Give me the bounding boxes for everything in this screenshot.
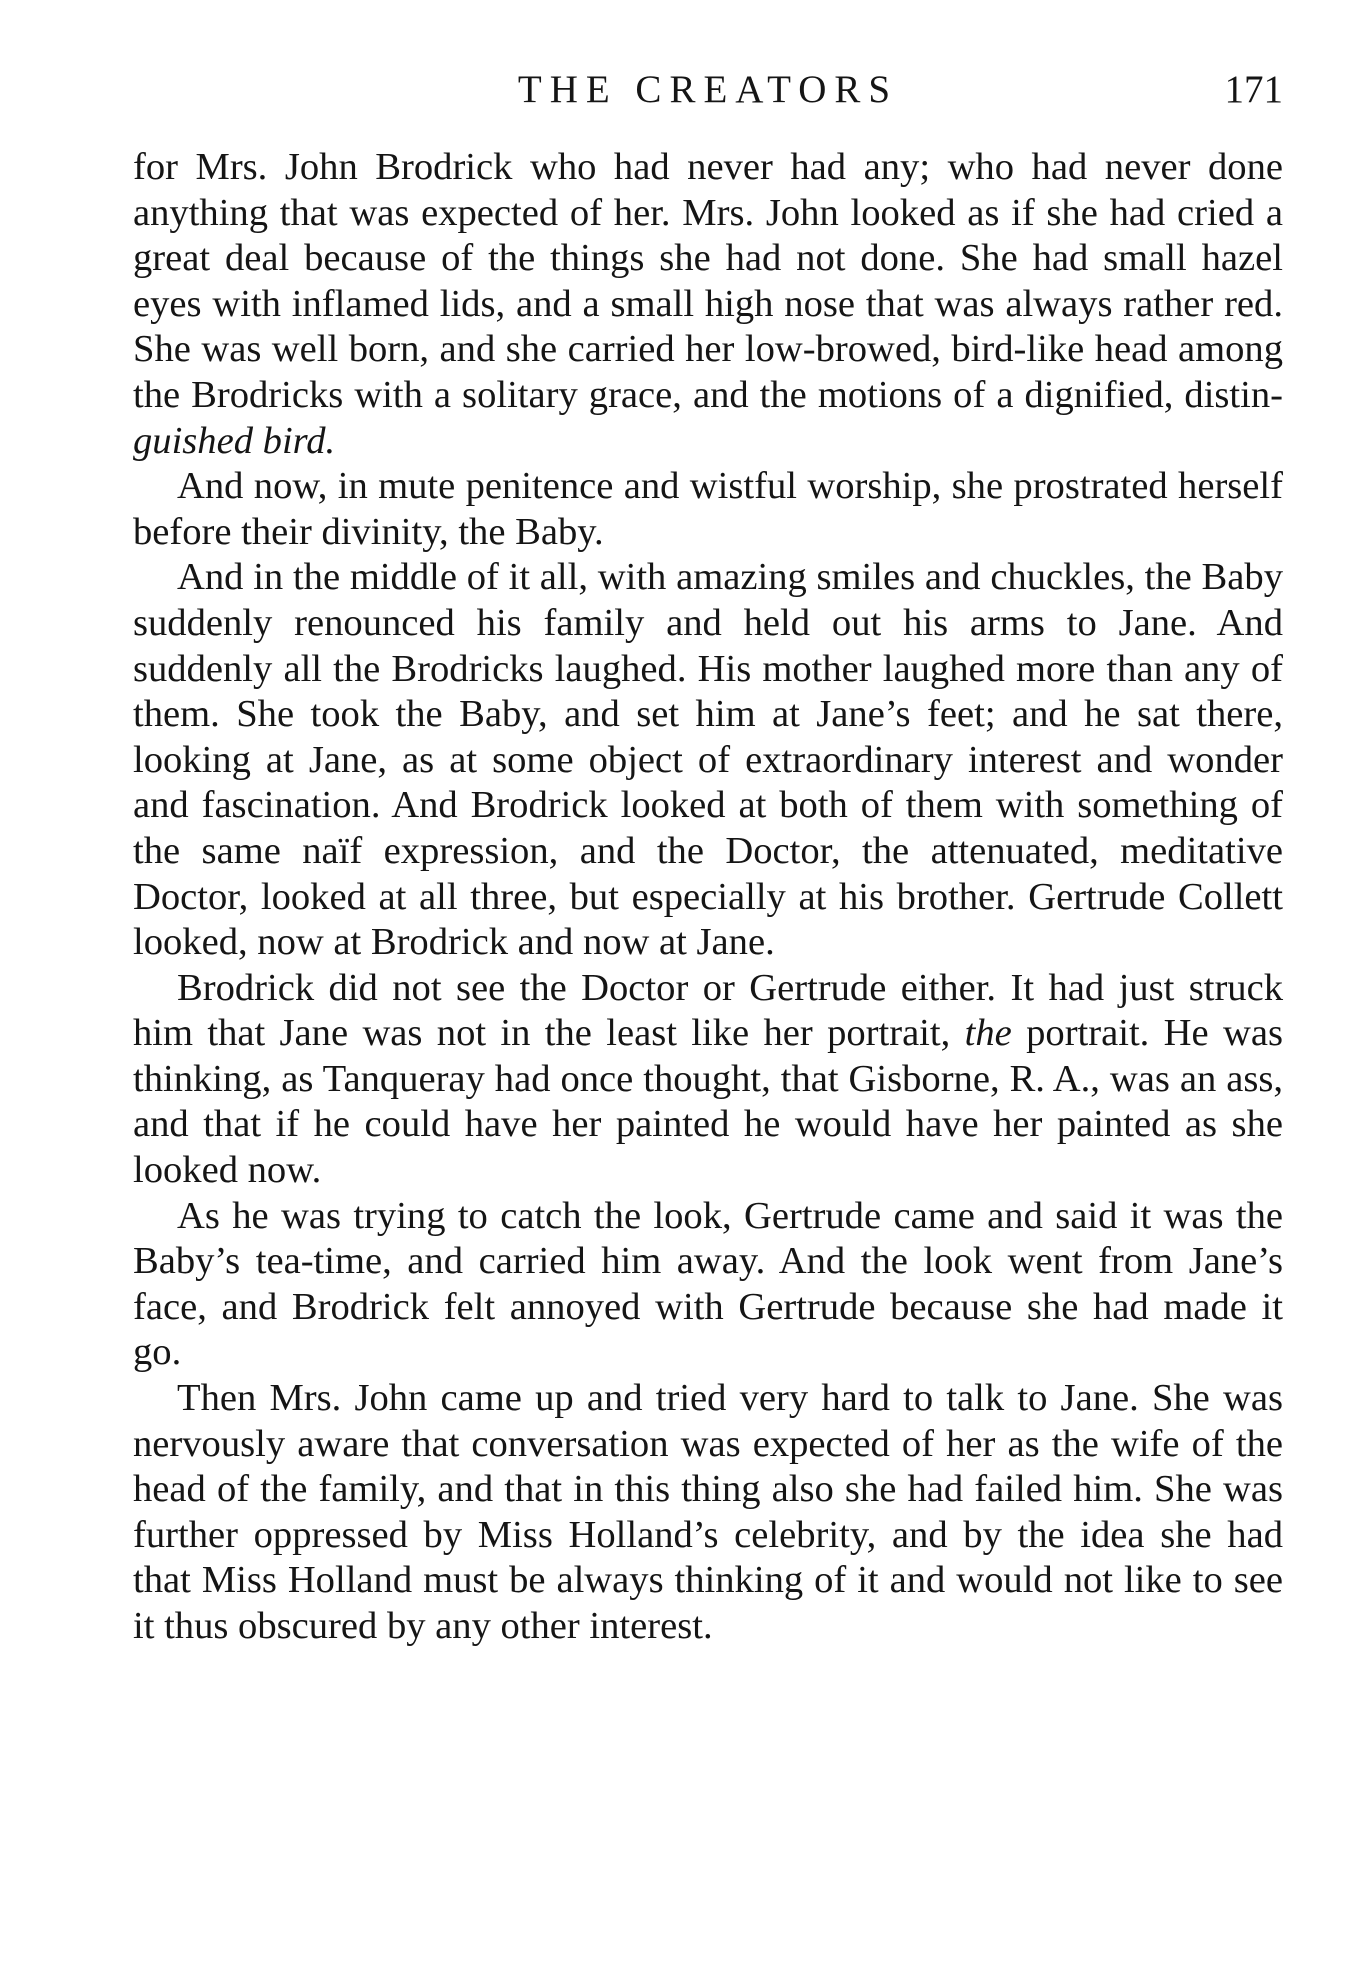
paragraph-6-text: Then Mrs. John came up and tried very hard to talk to Jane. She was nervously aware that conversation was expected of her as the wife of the head of the family, and that in this thing also she had failed him. She was further oppressed by Miss Holland’s celebrity, and by the idea she had that Miss Holland must be always thinking of it and would not like to see it thus obscured by any other interest.: [133, 1377, 1283, 1647]
page-header: [133, 60, 1283, 120]
paragraph-3: [133, 555, 1283, 965]
paragraph-1: [133, 145, 1283, 464]
running-title: THE CREATORS: [517, 68, 899, 111]
paragraph-4-text-before: Brodrick did not see the Doctor or Gertrude either. It had just struck him that Jane was not in the least like her portrait,: [133, 966, 1283, 1055]
paragraph-1-italic-tail: guished bird.: [133, 419, 336, 462]
paragraph-2: [133, 464, 1283, 555]
paragraph-4-italic-word: the: [964, 1012, 1012, 1055]
paragraph-5-text: As he was trying to catch the look, Gertrude came and said it was the Baby’s tea-time, and carried him away. And the look went from Jane’s face, and Brodrick felt annoyed with Gertrude because she had made it go.: [133, 1194, 1283, 1374]
paragraph-4: [133, 966, 1283, 1194]
paragraph-3-text: And in the middle of it all, with amazing smiles and chuckles, the Baby suddenly renounced his family and held out his arms to Jane. And suddenly all the Brodricks laughed. His mother laughed more than any of them. She took the Baby, and set him at Jane’s feet; and he sat there, looking at Jane, as at some object of extraordinary interest and wonder and fascination. And Brodrick looked at both of them with something of the same naïf expression, and the Doctor, the attenuated, meditative Doctor, looked at all three, but especially at his brother. Gertrude Collett looked, now at Brodrick and now at Jane.: [133, 556, 1283, 964]
paragraph-2-text: And now, in mute penitence and wistful worship, she prostrated herself before their divinity, the Baby.: [133, 465, 1283, 553]
page-number: 171: [1224, 68, 1283, 111]
paragraph-4-text-after: portrait. He was thinking, as Tanqueray had once thought, that Gisborne, R. A., was an ass, and that if he could have her painted he would have her painted as she looked now.: [133, 1012, 1283, 1192]
paragraph-6: [133, 1376, 1283, 1650]
paragraph-1-text: for Mrs. John Brodrick who had never had any; who had never done anything that was expected of her. Mrs. John looked as if she had cried a great deal because of the things she had not done. She had small hazel eyes with inflamed lids, and a small high nose that was always rather red. She was well born, and she carried her low-browed, bird-like head among the Brodricks with a solitary grace, and the motions of a dignified, distin-: [133, 146, 1283, 416]
body-text: [133, 145, 1283, 1650]
paragraph-5: [133, 1194, 1283, 1376]
